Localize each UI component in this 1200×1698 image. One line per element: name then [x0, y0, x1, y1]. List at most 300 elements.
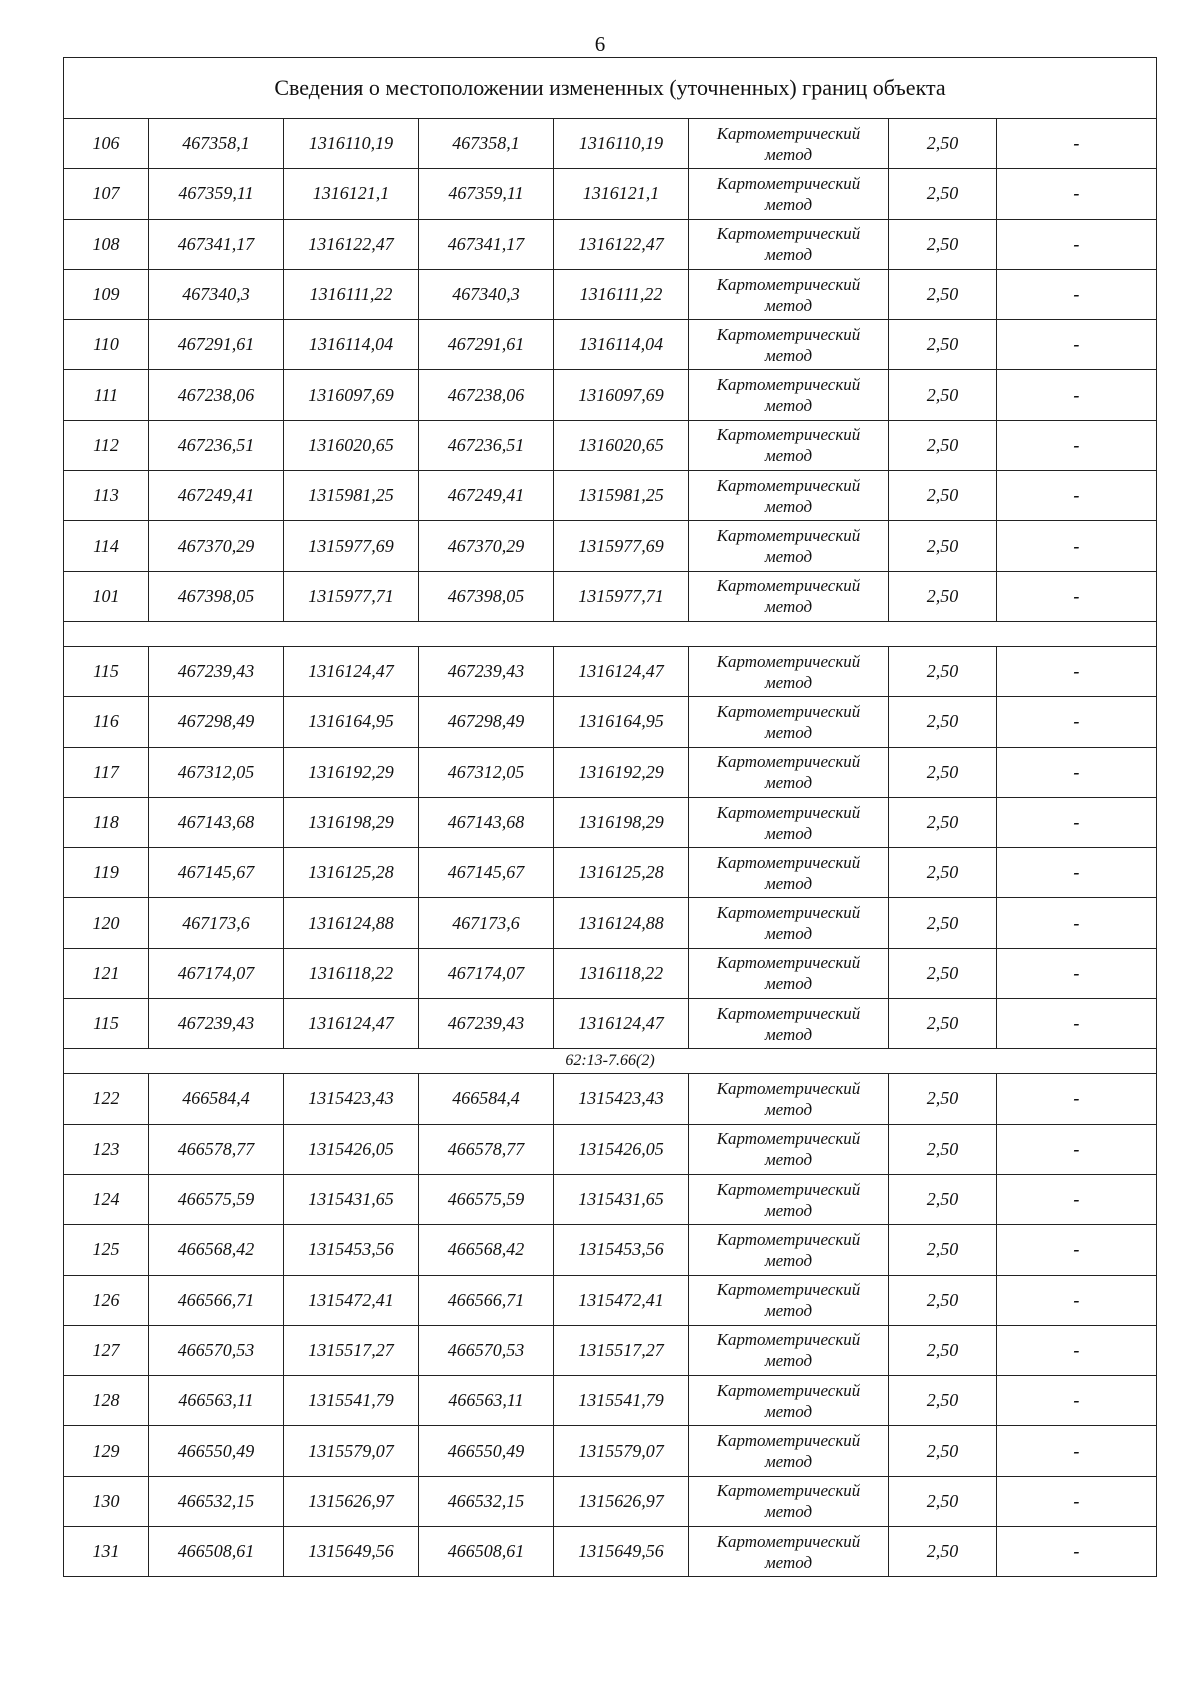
note-cell: - [997, 1426, 1157, 1476]
precision-cell: 2,50 [889, 1074, 997, 1124]
precision-cell: 2,50 [889, 1527, 997, 1577]
existing-x-cell: 467236,51 [149, 420, 284, 470]
precision-cell: 2,50 [889, 1275, 997, 1325]
existing-x-cell: 467239,43 [149, 999, 284, 1049]
point-number-cell: 119 [64, 848, 149, 898]
precision-cell: 2,50 [889, 1325, 997, 1375]
refined-x-cell: 467340,3 [419, 269, 554, 319]
existing-x-cell: 467358,1 [149, 119, 284, 169]
precision-cell: 2,50 [889, 697, 997, 747]
method-line-2: метод [764, 1351, 813, 1371]
note-cell: - [997, 269, 1157, 319]
method-line-2: метод [764, 1250, 813, 1270]
point-number-cell: 121 [64, 948, 149, 998]
refined-x-cell: 467238,06 [419, 370, 554, 420]
method-line-1: Картометрический [716, 324, 861, 344]
table-row [64, 269, 1157, 319]
refined-x-cell: 466578,77 [419, 1124, 554, 1174]
refined-x-cell: 467236,51 [419, 420, 554, 470]
note-cell: - [997, 747, 1157, 797]
method-cell [689, 119, 889, 169]
existing-y-cell: 1316124,47 [284, 646, 419, 696]
method-line-2: метод [764, 974, 813, 994]
existing-x-cell: 467341,17 [149, 219, 284, 269]
method-line-2: метод [764, 1301, 813, 1321]
note-cell: - [997, 1476, 1157, 1526]
precision-cell: 2,50 [889, 1376, 997, 1426]
existing-y-cell: 1315517,27 [284, 1325, 419, 1375]
table-row [64, 1325, 1157, 1375]
existing-x-cell: 467173,6 [149, 898, 284, 948]
table-row [64, 320, 1157, 370]
point-number-cell: 124 [64, 1174, 149, 1224]
table-body [64, 58, 1157, 1577]
precision-cell: 2,50 [889, 320, 997, 370]
existing-y-cell: 1316164,95 [284, 697, 419, 747]
point-number-cell: 114 [64, 521, 149, 571]
method-cell [689, 1426, 889, 1476]
point-number-cell: 112 [64, 420, 149, 470]
method-cell [689, 1074, 889, 1124]
point-number-cell: 111 [64, 370, 149, 420]
method-line-2: метод [764, 672, 813, 692]
existing-x-cell: 467359,11 [149, 169, 284, 219]
method-line-2: метод [764, 823, 813, 843]
table-title-row [64, 58, 1157, 119]
point-number-cell: 115 [64, 999, 149, 1049]
existing-y-cell: 1316111,22 [284, 269, 419, 319]
existing-y-cell: 1316114,04 [284, 320, 419, 370]
table-row [64, 1426, 1157, 1476]
refined-y-cell: 1315453,56 [554, 1225, 689, 1275]
existing-y-cell: 1316121,1 [284, 169, 419, 219]
note-cell: - [997, 898, 1157, 948]
method-line-2: метод [764, 873, 813, 893]
method-line-2: метод [764, 144, 813, 164]
method-cell [689, 269, 889, 319]
section-separator-row [64, 621, 1157, 646]
method-line-2: метод [764, 924, 813, 944]
method-cell [689, 697, 889, 747]
point-number-cell: 118 [64, 797, 149, 847]
table-row [64, 169, 1157, 219]
refined-x-cell: 466508,61 [419, 1527, 554, 1577]
point-number-cell: 123 [64, 1124, 149, 1174]
method-cell [689, 370, 889, 420]
existing-y-cell: 1316125,28 [284, 848, 419, 898]
note-cell: - [997, 1325, 1157, 1375]
refined-x-cell: 466563,11 [419, 1376, 554, 1426]
existing-y-cell: 1316118,22 [284, 948, 419, 998]
refined-x-cell: 467174,07 [419, 948, 554, 998]
refined-x-cell: 466570,53 [419, 1325, 554, 1375]
method-line-1: Картометрический [716, 1078, 861, 1098]
table-row [64, 219, 1157, 269]
point-number-cell: 117 [64, 747, 149, 797]
precision-cell: 2,50 [889, 1225, 997, 1275]
method-line-2: метод [764, 773, 813, 793]
existing-y-cell: 1316198,29 [284, 797, 419, 847]
table-title: Сведения о местоположении измененных (уточненных) границ объекта [64, 58, 1157, 119]
existing-x-cell: 466575,59 [149, 1174, 284, 1224]
method-line-1: Картометрический [716, 1531, 861, 1551]
refined-x-cell: 467291,61 [419, 320, 554, 370]
method-cell [689, 898, 889, 948]
table-row [64, 747, 1157, 797]
method-line-2: метод [764, 722, 813, 742]
method-line-2: метод [764, 1099, 813, 1119]
existing-y-cell: 1315579,07 [284, 1426, 419, 1476]
table-row [64, 420, 1157, 470]
precision-cell: 2,50 [889, 646, 997, 696]
method-line-2: метод [764, 496, 813, 516]
method-line-2: метод [764, 1452, 813, 1472]
existing-y-cell: 1316124,47 [284, 999, 419, 1049]
method-cell [689, 471, 889, 521]
table-row [64, 797, 1157, 847]
method-cell [689, 521, 889, 571]
point-number-cell: 130 [64, 1476, 149, 1526]
existing-y-cell: 1315626,97 [284, 1476, 419, 1526]
refined-y-cell: 1316125,28 [554, 848, 689, 898]
method-line-1: Картометрический [716, 752, 861, 772]
existing-x-cell: 467312,05 [149, 747, 284, 797]
method-line-2: метод [764, 597, 813, 617]
existing-x-cell: 466566,71 [149, 1275, 284, 1325]
existing-y-cell: 1316124,88 [284, 898, 419, 948]
method-line-2: метод [764, 345, 813, 365]
table-row [64, 521, 1157, 571]
method-cell [689, 1325, 889, 1375]
precision-cell: 2,50 [889, 999, 997, 1049]
point-number-cell: 101 [64, 571, 149, 621]
existing-x-cell: 466563,11 [149, 1376, 284, 1426]
table-row [64, 1376, 1157, 1426]
note-cell: - [997, 169, 1157, 219]
point-number-cell: 131 [64, 1527, 149, 1577]
section-label [64, 621, 1157, 646]
method-cell [689, 1225, 889, 1275]
point-number-cell: 122 [64, 1074, 149, 1124]
refined-x-cell: 467358,1 [419, 119, 554, 169]
point-number-cell: 110 [64, 320, 149, 370]
existing-x-cell: 467249,41 [149, 471, 284, 521]
existing-y-cell: 1315472,41 [284, 1275, 419, 1325]
method-line-1: Картометрический [716, 802, 861, 822]
refined-x-cell: 467145,67 [419, 848, 554, 898]
precision-cell: 2,50 [889, 420, 997, 470]
method-line-2: метод [764, 1502, 813, 1522]
refined-y-cell: 1316110,19 [554, 119, 689, 169]
table-row [64, 697, 1157, 747]
point-number-cell: 109 [64, 269, 149, 319]
refined-x-cell: 467341,17 [419, 219, 554, 269]
precision-cell: 2,50 [889, 169, 997, 219]
table-row [64, 1124, 1157, 1174]
refined-x-cell: 466584,4 [419, 1074, 554, 1124]
method-line-2: метод [764, 1552, 813, 1572]
existing-y-cell: 1316097,69 [284, 370, 419, 420]
refined-x-cell: 467143,68 [419, 797, 554, 847]
point-number-cell: 107 [64, 169, 149, 219]
precision-cell: 2,50 [889, 948, 997, 998]
refined-x-cell: 467239,43 [419, 646, 554, 696]
method-line-1: Картометрический [716, 1179, 861, 1199]
precision-cell: 2,50 [889, 848, 997, 898]
existing-y-cell: 1316122,47 [284, 219, 419, 269]
note-cell: - [997, 1275, 1157, 1325]
refined-y-cell: 1316124,47 [554, 999, 689, 1049]
existing-x-cell: 467143,68 [149, 797, 284, 847]
precision-cell: 2,50 [889, 1124, 997, 1174]
note-cell: - [997, 1225, 1157, 1275]
existing-x-cell: 467145,67 [149, 848, 284, 898]
method-line-1: Картометрический [716, 1280, 861, 1300]
refined-y-cell: 1316097,69 [554, 370, 689, 420]
existing-x-cell: 467298,49 [149, 697, 284, 747]
method-cell [689, 1376, 889, 1426]
existing-x-cell: 466584,4 [149, 1074, 284, 1124]
note-cell: - [997, 646, 1157, 696]
existing-x-cell: 467291,61 [149, 320, 284, 370]
method-line-1: Картометрический [716, 1481, 861, 1501]
method-line-1: Картометрический [716, 475, 861, 495]
refined-y-cell: 1316198,29 [554, 797, 689, 847]
refined-x-cell: 467173,6 [419, 898, 554, 948]
refined-y-cell: 1315626,97 [554, 1476, 689, 1526]
precision-cell: 2,50 [889, 521, 997, 571]
boundary-coordinates-table [63, 57, 1157, 1577]
point-number-cell: 126 [64, 1275, 149, 1325]
point-number-cell: 120 [64, 898, 149, 948]
refined-x-cell: 466566,71 [419, 1275, 554, 1325]
section-label: 62:13-7.66(2) [64, 1049, 1157, 1074]
precision-cell: 2,50 [889, 747, 997, 797]
method-cell [689, 571, 889, 621]
refined-y-cell: 1316118,22 [554, 948, 689, 998]
precision-cell: 2,50 [889, 797, 997, 847]
method-line-1: Картометрический [716, 1380, 861, 1400]
existing-y-cell: 1315453,56 [284, 1225, 419, 1275]
table-row [64, 119, 1157, 169]
method-line-2: метод [764, 1401, 813, 1421]
refined-y-cell: 1315423,43 [554, 1074, 689, 1124]
precision-cell: 2,50 [889, 219, 997, 269]
refined-y-cell: 1315649,56 [554, 1527, 689, 1577]
existing-y-cell: 1316020,65 [284, 420, 419, 470]
existing-x-cell: 466578,77 [149, 1124, 284, 1174]
method-line-1: Картометрический [716, 903, 861, 923]
point-number-cell: 127 [64, 1325, 149, 1375]
precision-cell: 2,50 [889, 119, 997, 169]
method-line-2: метод [764, 446, 813, 466]
method-cell [689, 848, 889, 898]
table-row [64, 999, 1157, 1049]
method-line-1: Картометрический [716, 1129, 861, 1149]
note-cell: - [997, 1376, 1157, 1426]
note-cell: - [997, 948, 1157, 998]
method-line-2: метод [764, 194, 813, 214]
method-line-1: Картометрический [716, 1330, 861, 1350]
precision-cell: 2,50 [889, 571, 997, 621]
refined-y-cell: 1315981,25 [554, 471, 689, 521]
note-cell: - [997, 471, 1157, 521]
refined-x-cell: 466550,49 [419, 1426, 554, 1476]
point-number-cell: 106 [64, 119, 149, 169]
refined-y-cell: 1315431,65 [554, 1174, 689, 1224]
note-cell: - [997, 521, 1157, 571]
note-cell: - [997, 320, 1157, 370]
refined-x-cell: 466575,59 [419, 1174, 554, 1224]
refined-x-cell: 466568,42 [419, 1225, 554, 1275]
note-cell: - [997, 1527, 1157, 1577]
existing-x-cell: 466568,42 [149, 1225, 284, 1275]
refined-y-cell: 1315426,05 [554, 1124, 689, 1174]
method-cell [689, 420, 889, 470]
table-row [64, 1476, 1157, 1526]
note-cell: - [997, 219, 1157, 269]
note-cell: - [997, 1124, 1157, 1174]
existing-y-cell: 1315431,65 [284, 1174, 419, 1224]
refined-y-cell: 1316164,95 [554, 697, 689, 747]
existing-y-cell: 1315981,25 [284, 471, 419, 521]
method-line-2: метод [764, 1200, 813, 1220]
note-cell: - [997, 370, 1157, 420]
existing-x-cell: 467238,06 [149, 370, 284, 420]
table-row [64, 471, 1157, 521]
refined-y-cell: 1315977,69 [554, 521, 689, 571]
method-cell [689, 1174, 889, 1224]
refined-x-cell: 467298,49 [419, 697, 554, 747]
method-cell [689, 320, 889, 370]
note-cell: - [997, 420, 1157, 470]
note-cell: - [997, 571, 1157, 621]
method-line-2: метод [764, 245, 813, 265]
existing-x-cell: 466508,61 [149, 1527, 284, 1577]
table-row [64, 898, 1157, 948]
refined-y-cell: 1316192,29 [554, 747, 689, 797]
existing-y-cell: 1316110,19 [284, 119, 419, 169]
method-line-1: Картометрический [716, 375, 861, 395]
precision-cell: 2,50 [889, 1174, 997, 1224]
refined-y-cell: 1316121,1 [554, 169, 689, 219]
existing-x-cell: 467239,43 [149, 646, 284, 696]
refined-x-cell: 467398,05 [419, 571, 554, 621]
existing-x-cell: 467340,3 [149, 269, 284, 319]
refined-x-cell: 467359,11 [419, 169, 554, 219]
method-cell [689, 999, 889, 1049]
existing-x-cell: 467370,29 [149, 521, 284, 571]
page-number: 6 [594, 32, 606, 56]
refined-y-cell: 1316124,88 [554, 898, 689, 948]
refined-x-cell: 467239,43 [419, 999, 554, 1049]
method-cell [689, 1476, 889, 1526]
existing-y-cell: 1315977,71 [284, 571, 419, 621]
method-cell [689, 797, 889, 847]
refined-y-cell: 1316114,04 [554, 320, 689, 370]
existing-y-cell: 1315426,05 [284, 1124, 419, 1174]
refined-y-cell: 1316020,65 [554, 420, 689, 470]
note-cell: - [997, 1174, 1157, 1224]
existing-y-cell: 1315541,79 [284, 1376, 419, 1426]
existing-y-cell: 1315423,43 [284, 1074, 419, 1124]
precision-cell: 2,50 [889, 1426, 997, 1476]
refined-x-cell: 466532,15 [419, 1476, 554, 1526]
note-cell: - [997, 999, 1157, 1049]
method-line-1: Картометрический [716, 526, 861, 546]
method-line-2: метод [764, 396, 813, 416]
point-number-cell: 115 [64, 646, 149, 696]
table-row [64, 1225, 1157, 1275]
table-row [64, 571, 1157, 621]
method-line-1: Картометрический [716, 173, 861, 193]
method-cell [689, 747, 889, 797]
table-row [64, 1074, 1157, 1124]
point-number-cell: 108 [64, 219, 149, 269]
existing-y-cell: 1315977,69 [284, 521, 419, 571]
method-cell [689, 948, 889, 998]
method-line-1: Картометрический [716, 224, 861, 244]
note-cell: - [997, 697, 1157, 747]
table-row [64, 848, 1157, 898]
method-line-2: метод [764, 295, 813, 315]
note-cell: - [997, 797, 1157, 847]
method-line-1: Картометрический [716, 953, 861, 973]
table-row [64, 1527, 1157, 1577]
refined-x-cell: 467249,41 [419, 471, 554, 521]
method-line-1: Картометрический [716, 1431, 861, 1451]
method-cell [689, 1124, 889, 1174]
note-cell: - [997, 1074, 1157, 1124]
method-line-1: Картометрический [716, 1229, 861, 1249]
existing-y-cell: 1316192,29 [284, 747, 419, 797]
method-line-2: метод [764, 1024, 813, 1044]
refined-x-cell: 467312,05 [419, 747, 554, 797]
point-number-cell: 116 [64, 697, 149, 747]
method-cell [689, 219, 889, 269]
method-cell [689, 1527, 889, 1577]
precision-cell: 2,50 [889, 269, 997, 319]
method-cell [689, 646, 889, 696]
table-row [64, 1275, 1157, 1325]
method-line-1: Картометрический [716, 852, 861, 872]
existing-y-cell: 1315649,56 [284, 1527, 419, 1577]
table-row [64, 1174, 1157, 1224]
method-line-1: Картометрический [716, 1003, 861, 1023]
method-line-1: Картометрический [716, 274, 861, 294]
refined-y-cell: 1315517,27 [554, 1325, 689, 1375]
method-cell [689, 169, 889, 219]
method-line-1: Картометрический [716, 123, 861, 143]
existing-x-cell: 467174,07 [149, 948, 284, 998]
refined-y-cell: 1315977,71 [554, 571, 689, 621]
refined-y-cell: 1316122,47 [554, 219, 689, 269]
method-line-1: Картометрический [716, 651, 861, 671]
point-number-cell: 129 [64, 1426, 149, 1476]
table-row [64, 646, 1157, 696]
refined-y-cell: 1315472,41 [554, 1275, 689, 1325]
existing-x-cell: 467398,05 [149, 571, 284, 621]
refined-y-cell: 1315541,79 [554, 1376, 689, 1426]
refined-y-cell: 1316124,47 [554, 646, 689, 696]
table-row [64, 948, 1157, 998]
point-number-cell: 113 [64, 471, 149, 521]
note-cell: - [997, 848, 1157, 898]
note-cell: - [997, 119, 1157, 169]
precision-cell: 2,50 [889, 1476, 997, 1526]
refined-y-cell: 1316111,22 [554, 269, 689, 319]
method-line-2: метод [764, 547, 813, 567]
